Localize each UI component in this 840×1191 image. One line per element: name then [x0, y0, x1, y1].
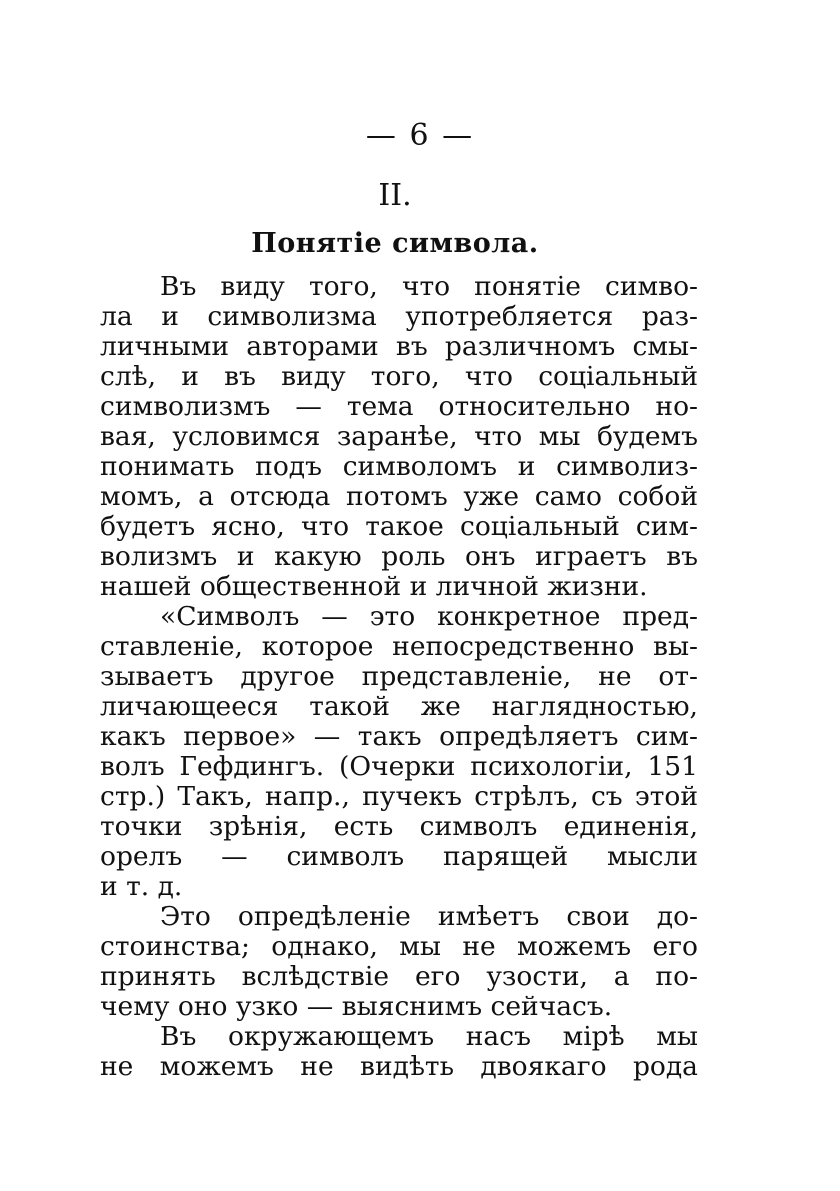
- text-line: принять вслѣдствіе его узости, а по-: [100, 961, 698, 992]
- text-line: стр.) Такъ, напр., пучекъ стрѣлъ, съ этой: [100, 781, 698, 812]
- text-line: понимать подъ символомъ и символиз-: [100, 451, 698, 482]
- text-line: волизмъ и какую роль онъ играетъ въ: [100, 541, 698, 572]
- text-line: не можемъ не видѣть двоякаго рода: [100, 1051, 698, 1082]
- text-line: стоинства; однако, мы не можемъ его: [100, 931, 698, 962]
- text-line: нашей общественной и личной жизни.: [100, 571, 648, 602]
- text-line: личающееся такой же наглядностью,: [100, 691, 698, 722]
- text-line: личными авторами въ различномъ смы-: [100, 331, 698, 362]
- text-line: чему оно узко — выяснимъ сейчасъ.: [100, 991, 613, 1022]
- body-text: [100, 272, 698, 1082]
- text-line: какъ первое» — такъ опредѣляетъ сим-: [100, 721, 698, 752]
- text-line: «Символъ — это конкретное пред-: [160, 601, 698, 632]
- text-line: момъ, а отсюда потомъ уже само собой: [100, 481, 698, 512]
- text-line: будетъ ясно, что такое соціальный сим-: [100, 511, 698, 542]
- text-line: слѣ, и въ виду того, что соціальный: [100, 361, 698, 392]
- text-line: символизмъ — тема относительно но-: [100, 391, 698, 422]
- page-number: — 6 —: [365, 118, 475, 153]
- text-line: ставленіе, которое непосредственно вы-: [100, 631, 698, 662]
- text-line: волъ Гефдингъ. (Очерки психологіи, 151: [100, 751, 698, 782]
- text-line: зываетъ другое представленіе, не от-: [100, 661, 698, 692]
- text-line: и т. д.: [100, 871, 183, 902]
- text-line: Это опредѣленіе имѣетъ свои до-: [160, 901, 698, 932]
- text-line: ла и символизма употребляется раз-: [100, 301, 698, 332]
- text-line: точки зрѣнія, есть символъ единенія,: [100, 811, 698, 842]
- text-line: Въ виду того, что понятіе симво-: [160, 271, 698, 302]
- text-line: Въ окружающемъ насъ мірѣ мы: [160, 1021, 698, 1052]
- chapter-number: II.: [378, 178, 412, 213]
- chapter-title: Понятіе символа.: [251, 228, 539, 259]
- text-line: вая, условимся заранѣе, что мы будемъ: [100, 421, 698, 452]
- text-line: орелъ — символъ парящей мысли: [100, 841, 698, 872]
